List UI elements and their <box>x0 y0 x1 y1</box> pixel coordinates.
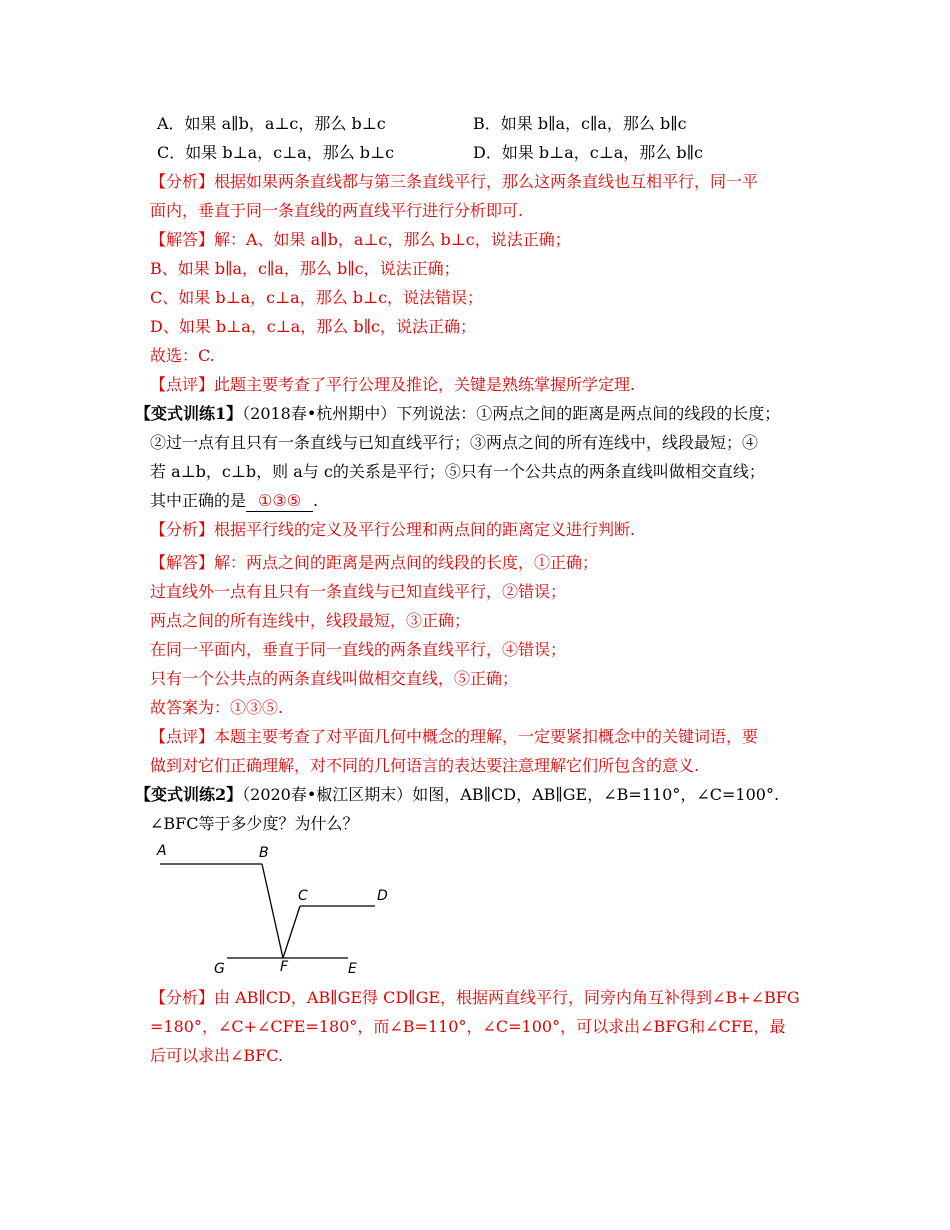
q1-comment: 【点评】此题主要考查了平行公理及推论，关键是熟练掌握所学定理. <box>150 375 636 394</box>
ex2-analysis-line3: 后可以求出∠BFC. <box>150 1046 284 1065</box>
ex1-line4-suffix: . <box>313 491 319 510</box>
ex1-analysis: 【分析】根据平行线的定义及平行公理和两点间的距离定义进行判断. <box>150 520 636 539</box>
ex1-answer-line: 只有一个公共点的两条直线叫做相交直线，⑤正确； <box>150 669 519 688</box>
ex1-line1 <box>135 404 780 424</box>
ex1-tag: 【变式训练1】 <box>135 404 243 423</box>
option-b: B．如果 b∥a，c∥a，那么 b∥c <box>473 114 687 133</box>
label-b: B <box>259 845 269 861</box>
q1-analysis-line1: 【分析】根据如果两条直线都与第三条直线平行，那么这两条直线也互相平行，同一平 <box>150 172 759 191</box>
q1-answer-line: D、如果 b⊥a，c⊥a，那么 b∥c，说法正确； <box>150 317 476 336</box>
ex1-answer-line: 两点之间的所有连线中，线段最短，③正确； <box>150 611 471 630</box>
option-c: C．如果 b⊥a，c⊥a，那么 b⊥c <box>157 143 395 162</box>
label-d: D <box>377 888 388 904</box>
ex1-text: （2018春•杭州期中）下列说法：①两点之间的距离是两点间的线段的长度； <box>242 404 781 423</box>
ex1-line2: ②过一点有且只有一条直线与已知直线平行；③两点之间的所有连线中，线段最短；④ <box>150 433 759 452</box>
segment-fc <box>283 906 300 958</box>
option-a: A．如果 a∥b，a⊥c，那么 b⊥c <box>157 114 386 133</box>
ex1-answer-line: 过直线外一点有且只有一条直线与已知直线平行，②错误； <box>150 582 567 601</box>
ex1-answer-line: 在同一平面内，垂直于同一直线的两条直线平行，④错误； <box>150 640 567 659</box>
ex1-answer-line: 【解答】解：两点之间的距离是两点间的线段的长度，①正确； <box>150 553 599 572</box>
label-f: F <box>280 959 289 975</box>
label-c: C <box>298 888 308 904</box>
q1-answer-line: 故选：C. <box>150 346 215 365</box>
option-d: D．如果 b⊥a，c⊥a，那么 b∥c <box>473 143 703 162</box>
label-e: E <box>348 961 357 977</box>
ex2-line2: ∠BFC等于多少度？为什么？ <box>150 814 359 833</box>
ex1-answer-line: 故答案为：①③⑤. <box>150 698 284 717</box>
ex1-line3: 若 a⊥b，c⊥b，则 a与 c的关系是平行；⑤只有一个公共点的两条直线叫做相交直线； <box>150 462 765 481</box>
geometry-figure <box>150 838 390 978</box>
q1-answer-line: C、如果 b⊥a，c⊥a，那么 b⊥c，说法错误； <box>150 288 484 307</box>
ex2-line1 <box>135 785 779 805</box>
label-g: G <box>214 961 225 977</box>
q1-answer-line: 【解答】解：A、如果 a∥b，a⊥c，那么 b⊥c，说法正确； <box>150 230 571 249</box>
label-a: A <box>157 843 167 859</box>
q1-analysis-line2: 面内，垂直于同一条直线的两直线平行进行分析即可. <box>150 201 524 220</box>
ex2-tag: 【变式训练2】 <box>135 785 243 804</box>
ex2-analysis-line2: =180°，∠C+∠CFE=180°，而∠B=110°，∠C=100°，可以求出∠BFG和∠CFE，最 <box>150 1017 786 1036</box>
ex1-line4 <box>150 491 318 512</box>
ex1-comment-line2: 做到对它们正确理解，对不同的几何语言的表达要注意理解它们所包含的意义. <box>150 756 700 775</box>
ex1-answer-blank: ①③⑤ <box>246 491 313 512</box>
ex1-line4-prefix: 其中正确的是 <box>150 491 247 510</box>
ex2-analysis-line1: 【分析】由 AB∥CD，AB∥GE得 CD∥GE，根据两直线平行，同旁内角互补得到∠B+∠BFG <box>150 988 800 1007</box>
q1-answer-line: B、如果 b∥a，c∥a，那么 b∥c，说法正确； <box>150 259 460 278</box>
ex1-comment-line1: 【点评】本题主要考查了对平面几何中概念的理解，一定要紧扣概念中的关键词语，要 <box>150 727 759 746</box>
ex2-text: （2020春•椒江区期末）如图，AB∥CD，AB∥GE，∠B=110°，∠C=100°. <box>242 785 780 804</box>
segment-bf <box>262 864 283 958</box>
